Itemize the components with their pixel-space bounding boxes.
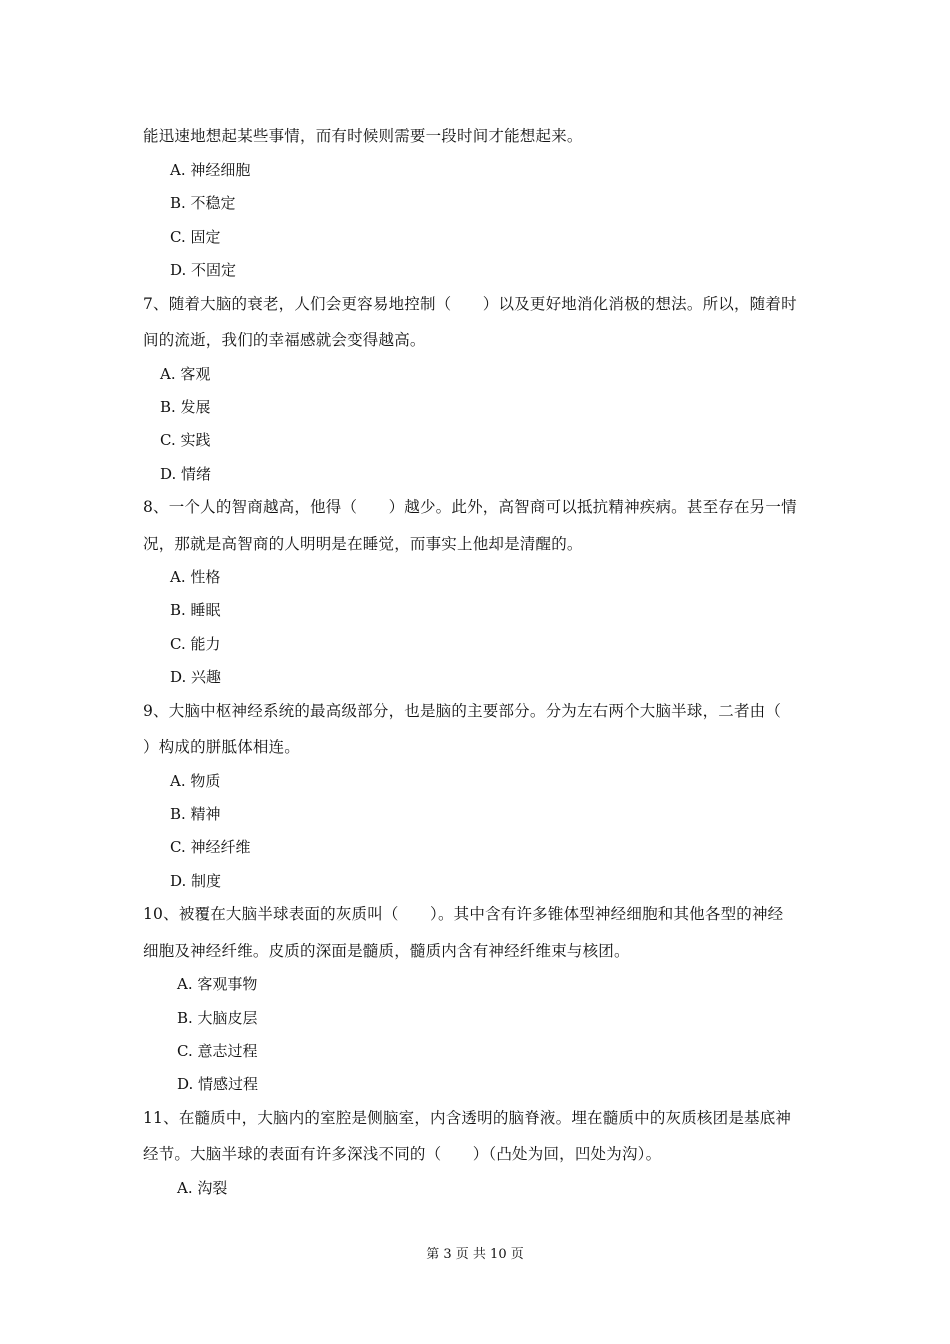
question-9-option-c: C. 神经纤维	[170, 838, 251, 856]
question-8-option-a: A. 性格	[170, 568, 221, 586]
question-7-option-a: A. 客观	[160, 365, 211, 383]
question-10-option-a: A. 客观事物	[177, 975, 258, 993]
question-10-line-2: 细胞及神经纤维。皮质的深面是髓质，髓质内含有神经纤维束与核团。	[143, 942, 630, 960]
question-8-line-2: 况，那就是高智商的人明明是在睡觉，而事实上他却是清醒的。	[143, 535, 583, 553]
question-6-option-d: D. 不固定	[170, 261, 237, 279]
question-7-option-d: D. 情绪	[160, 465, 212, 483]
question-8-option-c: C. 能力	[170, 635, 221, 653]
question-10-option-c: C. 意志过程	[177, 1042, 258, 1060]
question-9-option-b: B. 精神	[170, 805, 221, 823]
question-6-option-a: A. 神经细胞	[170, 161, 251, 179]
question-9-line-2: ）构成的胼胝体相连。	[143, 738, 301, 756]
question-9-line-1: 9、大脑中枢神经系统的最高级部分，也是脑的主要部分。分为左右两个大脑半球，二者由（	[143, 702, 782, 720]
question-7-line-2: 间的流逝，我们的幸福感就会变得越高。	[143, 331, 426, 349]
question-6-continuation: 能迅速地想起某些事情，而有时候则需要一段时间才能想起来。	[143, 127, 583, 145]
question-6-option-b: B. 不稳定	[170, 194, 236, 212]
question-8-option-d: D. 兴趣	[170, 668, 222, 686]
question-8-option-b: B. 睡眠	[170, 601, 221, 619]
question-10-line-1: 10、被覆在大脑半球表面的灰质叫（ ）。其中含有许多锥体型神经细胞和其他各型的神经	[143, 905, 784, 923]
question-10-option-b: B. 大脑皮层	[177, 1009, 258, 1027]
question-7-option-b: B. 发展	[160, 398, 211, 416]
question-8-line-1: 8、一个人的智商越高，他得（ ）越少。此外，高智商可以抵抗精神疾病。甚至存在另一情	[143, 498, 797, 516]
question-10-option-d: D. 情感过程	[177, 1075, 259, 1093]
question-6-option-c: C. 固定	[170, 228, 221, 246]
question-11-line-2: 经节。大脑半球的表面有许多深浅不同的（ ）（凸处为回，凹处为沟）。	[143, 1145, 662, 1163]
page-number-footer: 第 3 页 共 10 页	[426, 1247, 524, 1262]
question-11-option-a: A. 沟裂	[177, 1179, 228, 1197]
question-7-option-c: C. 实践	[160, 431, 211, 449]
question-9-option-a: A. 物质	[170, 772, 221, 790]
question-9-option-d: D. 制度	[170, 872, 222, 890]
question-11-line-1: 11、在髓质中，大脑内的室腔是侧脑室，内含透明的脑脊液。埋在髓质中的灰质核团是基底神	[143, 1109, 792, 1127]
question-7-line-1: 7、随着大脑的衰老，人们会更容易地控制（ ）以及更好地消化消极的想法。所以，随着时	[143, 295, 797, 313]
